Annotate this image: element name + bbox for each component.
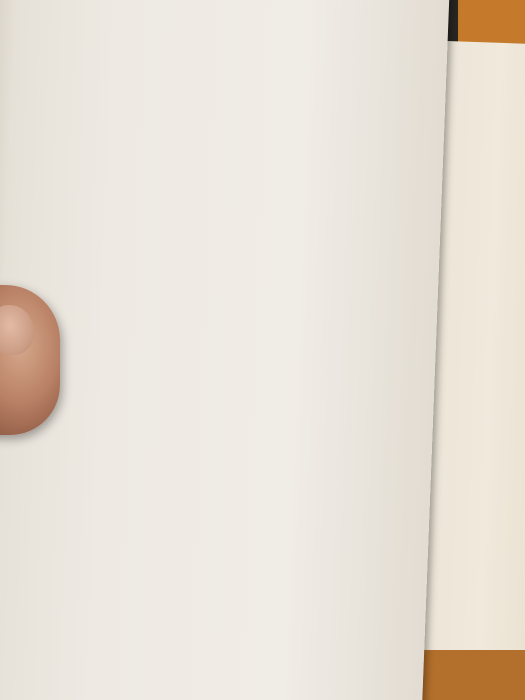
toc-sections bbox=[78, 22, 408, 35]
table-of-contents bbox=[78, 22, 408, 35]
thumb-nail bbox=[0, 305, 34, 355]
toc-top-items bbox=[78, 22, 408, 35]
